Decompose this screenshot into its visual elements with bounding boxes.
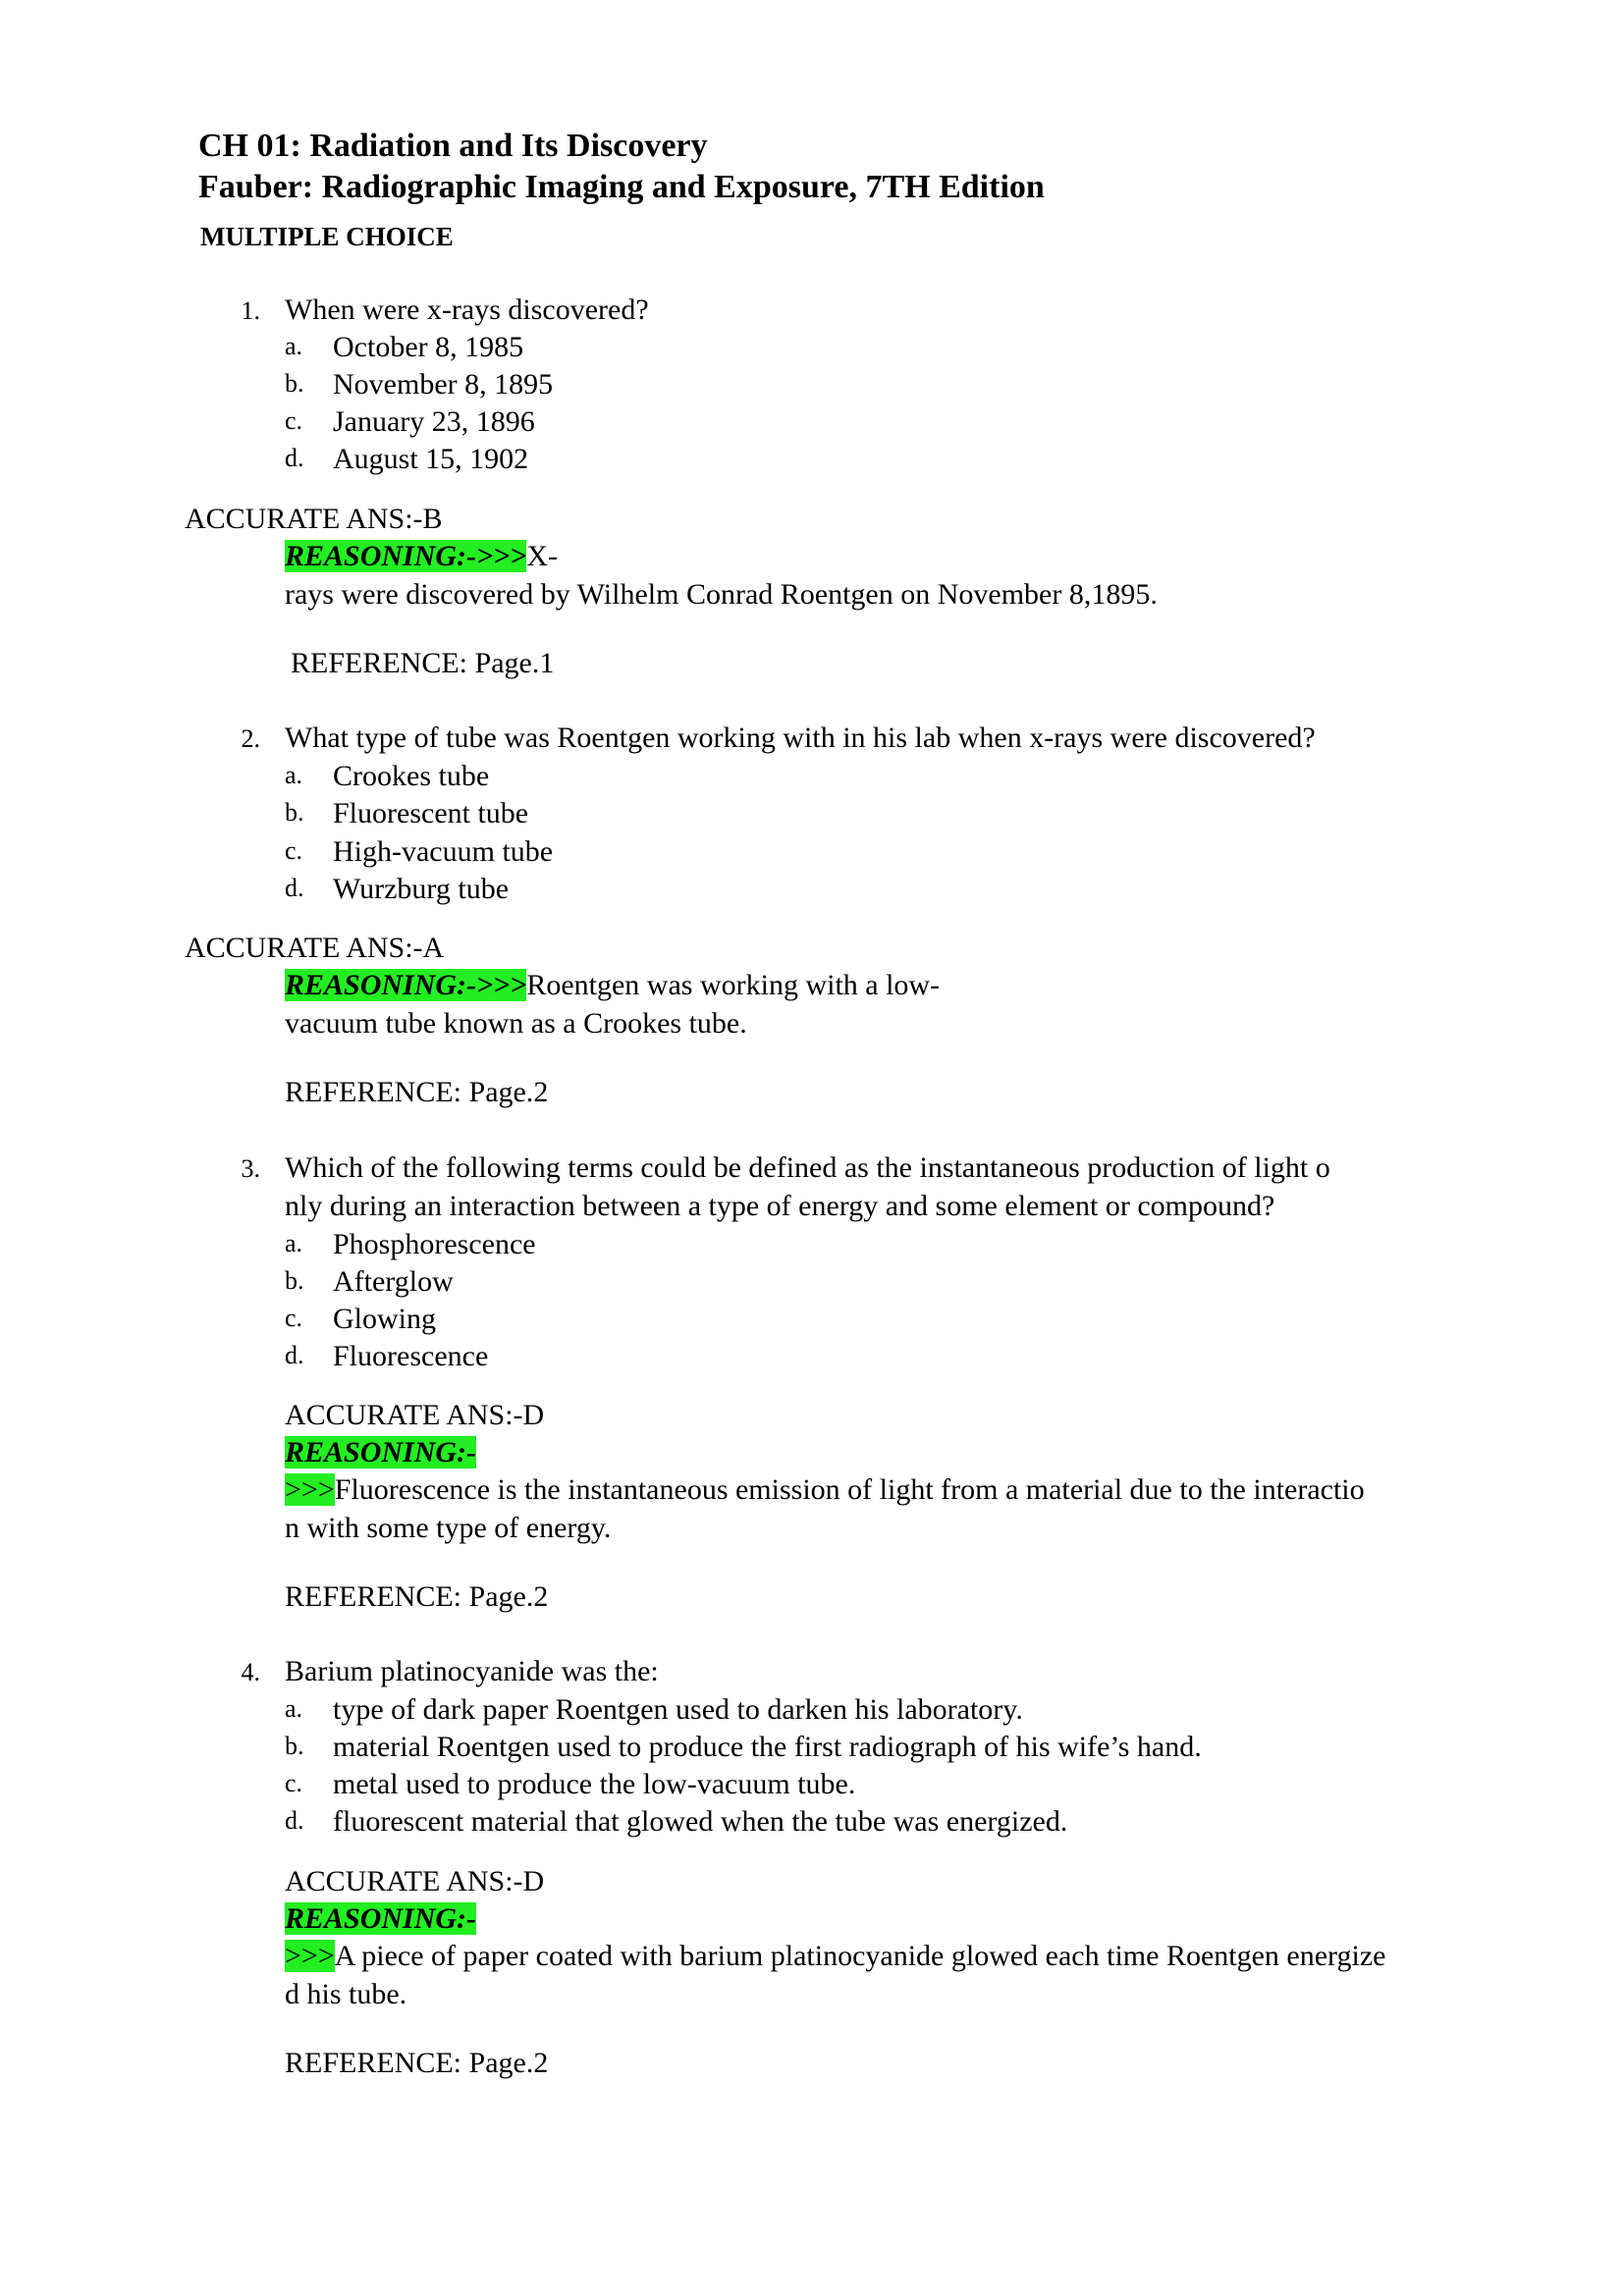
chapter-title: CH 01: Radiation and Its Discovery xyxy=(198,128,708,164)
reasoning-line xyxy=(285,538,558,575)
reference: REFERENCE: Page.1 xyxy=(291,647,555,679)
option-letter: b. xyxy=(285,1732,304,1760)
option-letter: a. xyxy=(285,761,303,789)
option-text: Fluorescence xyxy=(333,1340,489,1372)
question-number: 1. xyxy=(241,296,260,325)
option-letter: b. xyxy=(285,798,304,827)
option-text: fluorescent material that glowed when the tube was energized. xyxy=(333,1805,1068,1838)
reasoning-line xyxy=(285,1938,1385,1975)
reasoning-text: X- xyxy=(526,540,558,572)
reasoning-label: REASONING:- xyxy=(285,1902,477,1935)
reasoning-label: REASONING:->>> xyxy=(285,540,527,572)
option-text: Afterglow xyxy=(333,1265,454,1298)
option-letter: c. xyxy=(285,1304,303,1332)
answer-key: ACCURATE ANS:-A xyxy=(185,932,445,964)
option-letter: d. xyxy=(285,444,304,472)
reasoning-label: REASONING:->>> xyxy=(285,969,527,1001)
question-number: 4. xyxy=(241,1658,260,1686)
answer-key: ACCURATE ANS:-D xyxy=(285,1865,545,1897)
option-letter: d. xyxy=(285,1341,304,1369)
question-number: 2. xyxy=(241,724,260,753)
option-letter: c. xyxy=(285,406,303,435)
reasoning-arrow: >>> xyxy=(285,1940,335,1972)
reasoning-line xyxy=(285,1471,1365,1509)
option-text: Phosphorescence xyxy=(333,1228,536,1260)
question-text: When were x-rays discovered? xyxy=(285,294,649,326)
option-text: Glowing xyxy=(333,1303,436,1335)
option-letter: b. xyxy=(285,369,304,398)
option-text: type of dark paper Roentgen used to darken his laboratory. xyxy=(333,1693,1023,1726)
question-number: 3. xyxy=(241,1154,260,1183)
option-text: Wurzburg tube xyxy=(333,873,510,905)
reasoning-label: REASONING:- xyxy=(285,1436,477,1468)
reasoning-arrow: >>> xyxy=(285,1473,335,1506)
reference: REFERENCE: Page.2 xyxy=(285,2047,549,2079)
book-title: Fauber: Radiographic Imaging and Exposure, 7TH Edition xyxy=(198,169,1045,205)
reasoning-label-line xyxy=(285,1900,476,1938)
question-text: Barium platinocyanide was the: xyxy=(285,1655,659,1687)
option-letter: d. xyxy=(285,874,304,902)
reasoning-text: d his tube. xyxy=(285,1978,407,2010)
option-letter: a. xyxy=(285,332,303,360)
question-text: nly during an interaction between a type of energy and some element or compound? xyxy=(285,1190,1275,1222)
option-text: material Roentgen used to produce the first radiograph of his wife’s hand. xyxy=(333,1731,1202,1763)
option-letter: c. xyxy=(285,1769,303,1797)
option-letter: d. xyxy=(285,1806,304,1835)
reasoning-text: vacuum tube known as a Crookes tube. xyxy=(285,1007,747,1040)
option-text: January 23, 1896 xyxy=(333,405,535,438)
answer-key: ACCURATE ANS:-B xyxy=(185,503,443,535)
question-text: Which of the following terms could be defined as the instantaneous production of light o xyxy=(285,1151,1330,1184)
option-text: August 15, 1902 xyxy=(333,443,529,475)
option-text: November 8, 1895 xyxy=(333,368,554,400)
option-letter: a. xyxy=(285,1694,303,1723)
option-letter: c. xyxy=(285,836,303,865)
reasoning-text: n with some type of energy. xyxy=(285,1512,612,1544)
reference: REFERENCE: Page.2 xyxy=(285,1076,549,1108)
reasoning-text: Fluorescence is the instantaneous emission of light from a material due to the interactio xyxy=(334,1473,1365,1506)
option-letter: b. xyxy=(285,1266,304,1295)
option-text: October 8, 1985 xyxy=(333,331,524,363)
reasoning-label-line xyxy=(285,1434,476,1471)
option-text: Crookes tube xyxy=(333,760,490,792)
option-text: metal used to produce the low-vacuum tube. xyxy=(333,1768,856,1800)
question-text: What type of tube was Roentgen working with in his lab when x-rays were discovered? xyxy=(285,721,1316,754)
reasoning-text: A piece of paper coated with barium platinocyanide glowed each time Roentgen energize xyxy=(334,1940,1386,1972)
reasoning-line xyxy=(285,967,940,1004)
option-letter: a. xyxy=(285,1229,303,1257)
reasoning-text: Roentgen was working with a low- xyxy=(526,969,941,1001)
reference: REFERENCE: Page.2 xyxy=(285,1580,549,1613)
answer-key: ACCURATE ANS:-D xyxy=(285,1399,545,1431)
reasoning-text: rays were discovered by Wilhelm Conrad Roentgen on November 8,1895. xyxy=(285,578,1158,611)
option-text: Fluorescent tube xyxy=(333,797,529,829)
section-title: MULTIPLE CHOICE xyxy=(200,222,454,251)
option-text: High-vacuum tube xyxy=(333,835,554,868)
